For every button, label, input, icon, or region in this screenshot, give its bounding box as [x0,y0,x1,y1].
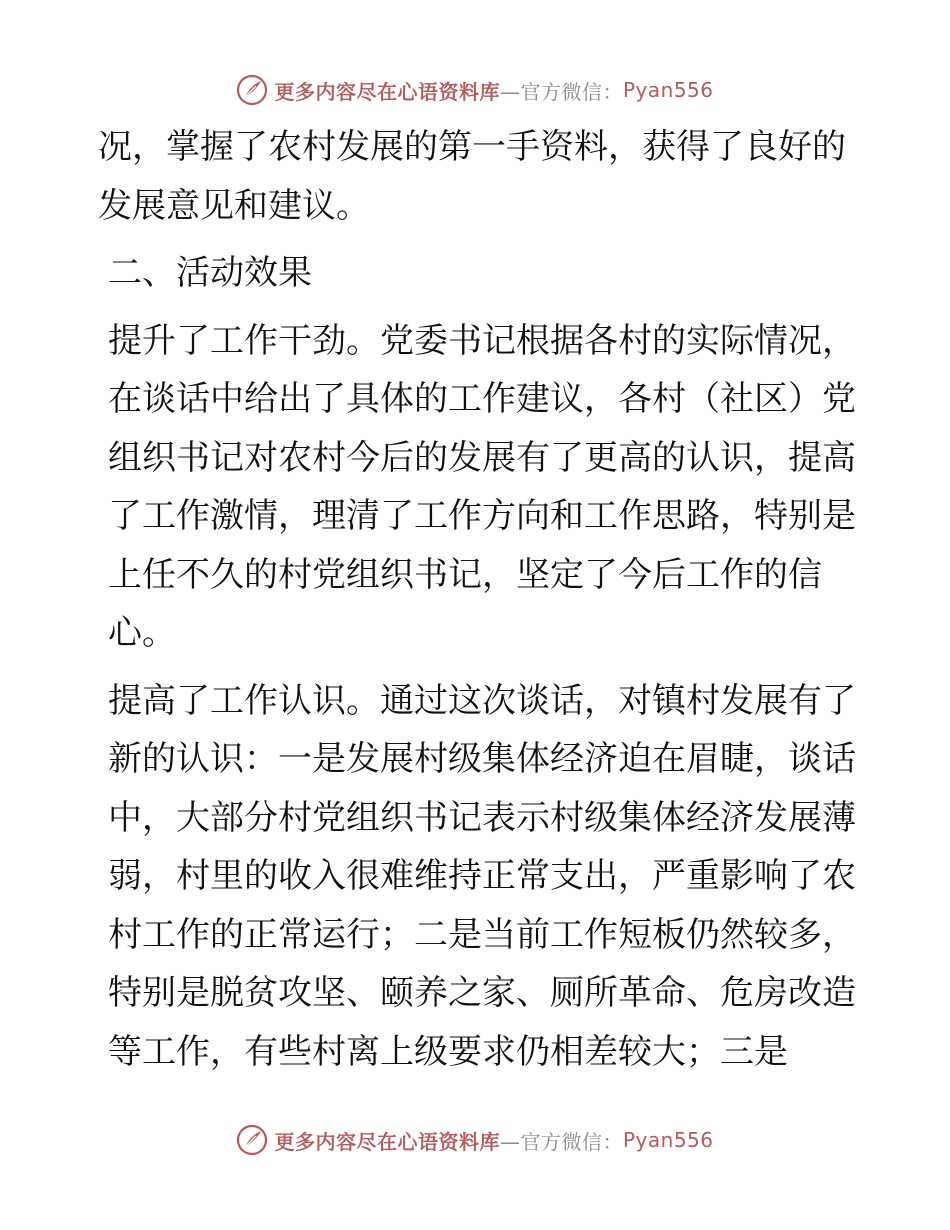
section-heading: 二、活动效果 [108,253,312,293]
watermark-wechat-id: Pyan556 [622,1128,714,1152]
watermark-title: 更多内容尽在心语资料库 [274,1129,500,1154]
watermark-wechat-id: Pyan556 [622,78,714,102]
document-body [98,118,858,1090]
watermark-separator: —官方微信： [499,79,623,104]
watermark-separator: —官方微信： [499,1129,623,1154]
feather-pen-icon [236,74,268,106]
paragraph-work-drive: 提升了工作干劲。党委书记根据各村的实际情况，在谈话中给出了具体的工作建议，各村（社区）党组织书记对农村今后的发展有了更高的认识，提高了工作激情，理清了工作方向和工作思路，特别是上任不久的村党组织书记，坚定了今后工作的信心。 [108,320,856,653]
feather-pen-icon [236,1124,268,1156]
watermark-title: 更多内容尽在心语资料库 [274,79,500,104]
paragraph-work-awareness: 提高了工作认识。通过这次谈话，对镇村发展有了新的认识：一是发展村级集体经济迫在眉睫，谈话中，大部分村党组织书记表示村级集体经济发展薄弱，村里的收入很难维持正常支出，严重影响了农村工作的正常运行；二是当前工作短板仍然较多，特别是脱贫攻坚、颐养之家、厕所革命、危房改造等工作，有些村离上级要求仍相差较大；三是 [108,680,856,1072]
footer-watermark [0,1122,950,1158]
paragraph-continuation: 况，掌握了农村发展的第一手资料，获得了良好的发展意见和建议。 [98,127,846,226]
header-watermark [0,72,950,108]
